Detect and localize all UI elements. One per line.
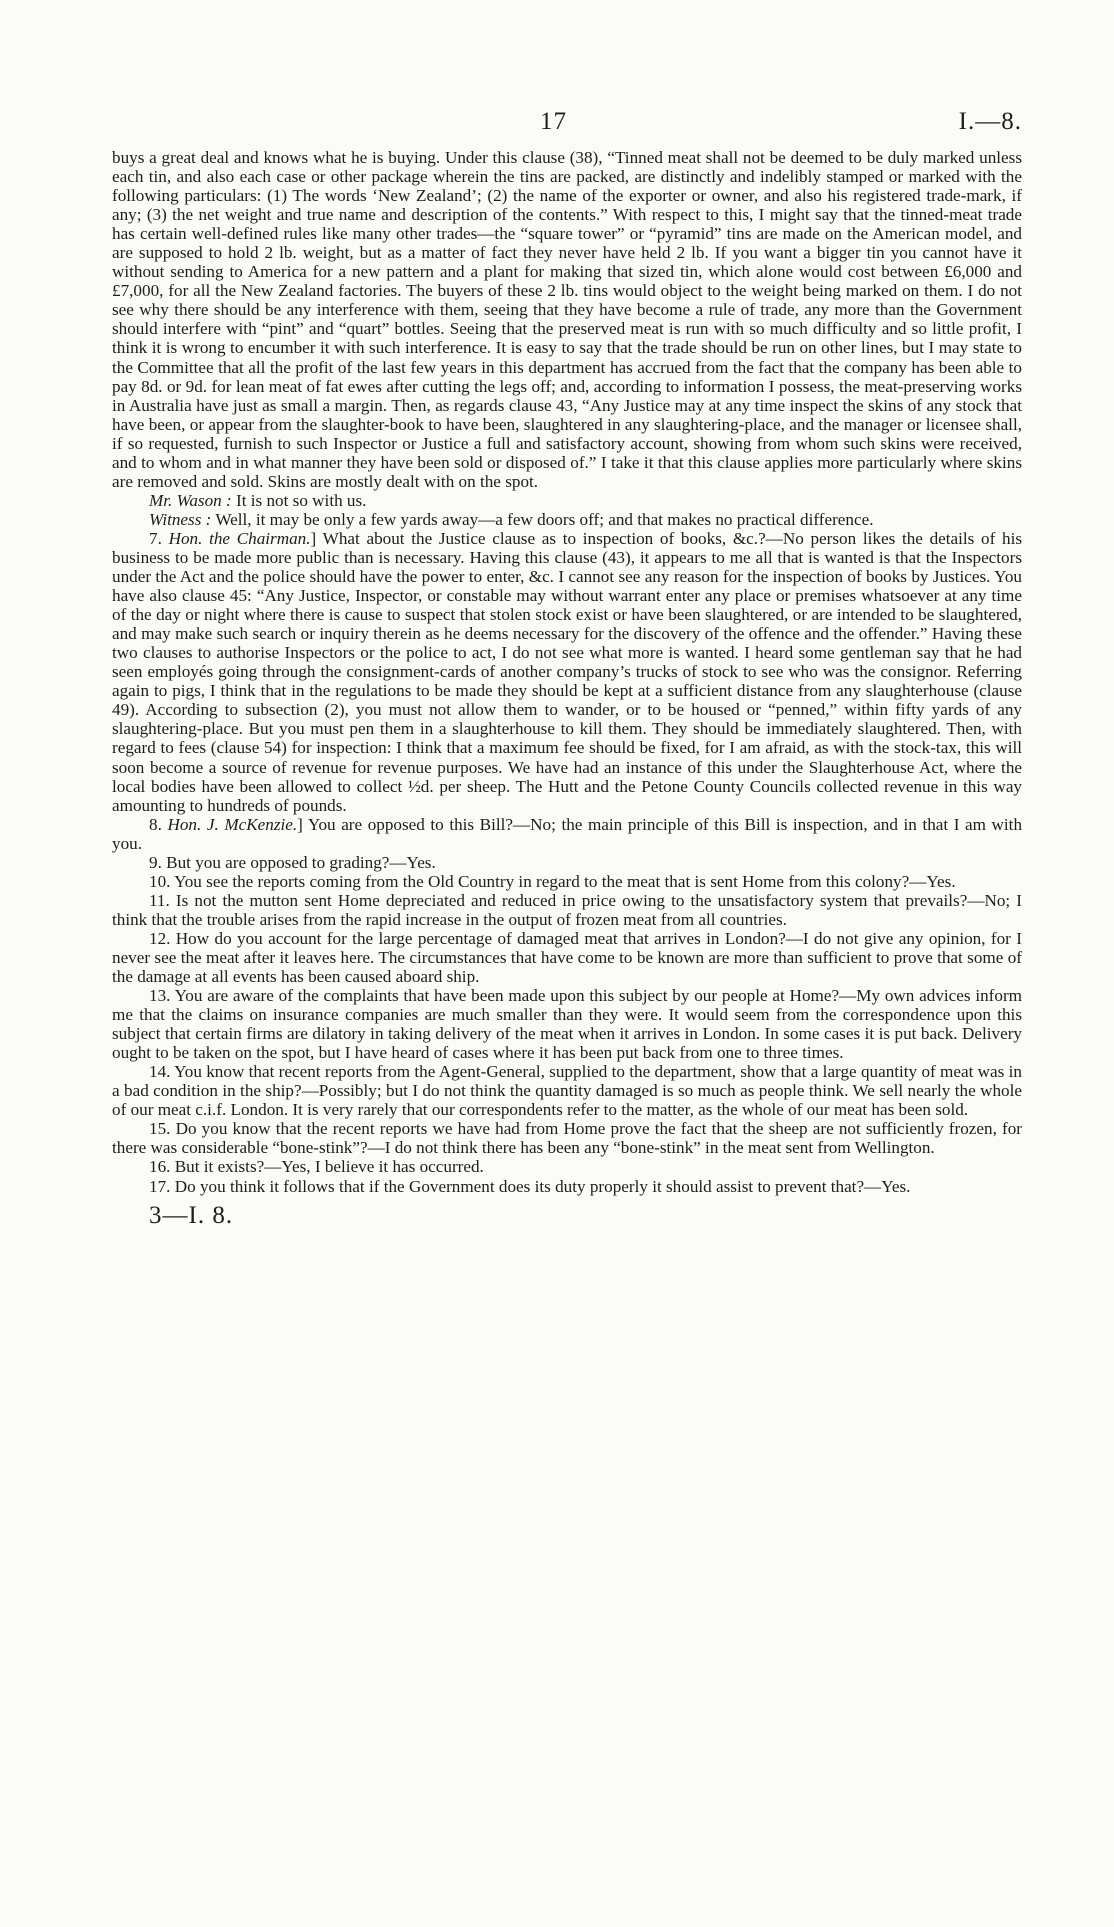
paragraph-q8: 8. Hon. J. McKenzie.] You are opposed to this Bill?—No; the main principle of this Bill is inspection, and in that I am with you. — [112, 814, 1023, 853]
paragraph-q15: 15. Do you know that the recent reports we have had from Home prove the fact that the sheep are not sufficiently frozen, for there was considerable “bone-stink”?—I do not think there has been any “bone-stink” in the meat sent from Wellington. — [112, 1119, 1022, 1158]
paragraph-q13: 13. You are aware of the complaints that have been made upon this subject by our people at Home?—My own advices inform me that the claims on insurance companies are much smaller than they were. It would seem from the correspondence upon this subject that certain firms are dilatory in taking delivery of the meat when it arrives in London. In some cases it is put back. Delivery ought to be taken on the spot, but I have heard of cases where it has been put back from one to three times. — [112, 986, 1022, 1063]
paragraph-q7: 7. Hon. the Chairman.] What about the Justice clause as to inspection of books, &c.?—No person likes the details of his business to be made more public than is necessary. Having this clause (43), it appears to me all that is wanted is that the Inspectors under the Act and the police should have the power to enter, &c. I cannot see any reason for the inspection of books by Justices. You have also clause 45: “Any Justice, Inspector, or constable may without warrant enter any place or premises whatsoever at any time of the day or night where there is cause to suspect that stolen stock exist or have been slaughtered, or are intended to be slaughtered, and may make such search or inquiry therein as he deems necessary for the discovery of the offence and the offender.” Having these two clauses to authorise Inspectors or the police to act, I do not see what more is wanted. I heard some gentleman say that he had seen employés going through the consignment-cards of another company’s trucks of stock to see who was the consignor. Referring again to pigs, I think that in the regulations to be made they should be kept at a sufficient distance from any slaughterhouse (clause 49). According to subsection (2), you must not allow them to wander, or to be housed or “penned,” within fifty yards of any slaughtering-place. But you must pen them in a slaughterhouse to kill them. They should be immediately slaughtered. Then, with regard to fees (clause 54) for inspection: I think that a maximum fee should be fixed, for I am afraid, as with the stock-tax, this will soon become a source of revenue for revenue purposes. We have had an instance of this under the Slaughterhouse Act, where the local bodies have been allowed to collect ½d. per sheep. The Hutt and the Petone County Councils collected revenue in this way amounting to hundreds of pounds. — [112, 528, 1023, 815]
paragraph-q17: 17. Do you think it follows that if the Government does its duty properly it should assist to prevent that?—Yes. — [149, 1176, 911, 1196]
paragraph-q9: 9. But you are opposed to grading?—Yes. — [149, 852, 436, 872]
paragraph-wason: Mr. Wason : It is not so with us. — [149, 490, 367, 510]
paragraph-q14: 14. You know that recent reports from the Agent-General, supplied to the department, show that a large quantity of meat was in a bad condition in the ship?—Possibly; but I do not think the quantity damaged is so much as people think. We sell nearly the whole of our meat c.i.f. London. It is very rarely that our correspondents refer to the matter, as the whole of our meat has been sold. — [112, 1062, 1022, 1120]
paragraph-q11: 11. Is not the mutton sent Home depreciated and reduced in price owing to the unsatisfactory system that prevails?—No; I think that the trouble arises from the rapid increase in the output of frozen meat from all countries. — [112, 890, 1022, 929]
page-header — [112, 108, 1022, 148]
speaker-label: Hon. J. McKenzie. — [167, 814, 298, 834]
paragraph-q12: 12. How do you account for the large percentage of damaged meat that arrives in London?—I do not give any opinion, for I never see the meat after it leaves here. The circumstances that have come to be known are more than sufficient to prove that some of the damage at all events has been caused aboard ship. — [112, 928, 1022, 987]
document-reference: I.—8. — [958, 108, 1022, 135]
speaker-label: Mr. Wason : — [149, 490, 232, 510]
paragraph-witness: Witness : Well, it may be only a few yards away—a few doors off; and that makes no practical difference. — [149, 509, 874, 529]
speaker-label: Hon. the Chairman. — [168, 528, 311, 548]
page-number: 17 — [540, 108, 567, 135]
signature-mark: 3—I. 8. — [149, 1201, 234, 1229]
speaker-label: Witness : — [149, 509, 212, 529]
paragraph-opening: buys a great deal and knows what he is buying. Under this clause (38), “Tinned meat shall not be deemed to be duly marked unless each tin, and also each case or other package wherein the tins are packed, are distinctly and indelibly stamped or marked with the following particulars: (1) The words ‘New Zealand’; (2) the name of the exporter or owner, and also his registered trade-mark, if any; (3) the net weight and true name and description of the contents.” With respect to this, I might say that the tinned-meat trade has certain well-defined rules like many other trades—the “square tower” or “pyramid” tins are made on the American model, and are supposed to hold 2 lb. weight, but as a matter of fact they never have held 2 lb. If you want a bigger tin you cannot have it without sending to America for a new pattern and a plant for making that sized tin, which alone would cost between £6,000 and £7,000, for all the New Zealand factories. The buyers of these 2 lb. tins would object to the weight being marked on them. I do not see why there should be any interference with them, seeing that they have become a rule of trade, any more than the Government should interfere with “pint” and “quart” bottles. Seeing that the preserved meat is run with so much difficulty and so little profit, I think it is wrong to encumber it with such interference. It is easy to say that the trade should be run on other lines, but I may state to the Committee that all the profit of the last few years in this department has accrued from the fact that the company has been able to pay 8d. or 9d. for lean meat of fat ewes after cutting the legs off; and, according to information I possess, the meat-preserving works in Australia have just as small a margin. Then, as regards clause 43, “Any Justice may at any time inspect the skins of any stock that have been, or appear from the slaughter-book to have been, slaughtered in any slaughtering-place, and the manager or licensee shall, if so requested, furnish to such Inspector or Justice a full and satisfactory account, showing from whom such skins were received, and to whom and in what manner they have been sold or disposed of.” I take it that this clause applies more particularly where skins are removed and sold. Skins are mostly dealt with on the spot. — [112, 148, 1022, 491]
body-text — [112, 148, 1022, 1196]
paragraph-q10: 10. You see the reports coming from the Old Country in regard to the meat that is sent Home from this colony?—Yes. — [149, 871, 956, 891]
paragraph-q16: 16. But it exists?—Yes, I believe it has occurred. — [149, 1157, 484, 1177]
